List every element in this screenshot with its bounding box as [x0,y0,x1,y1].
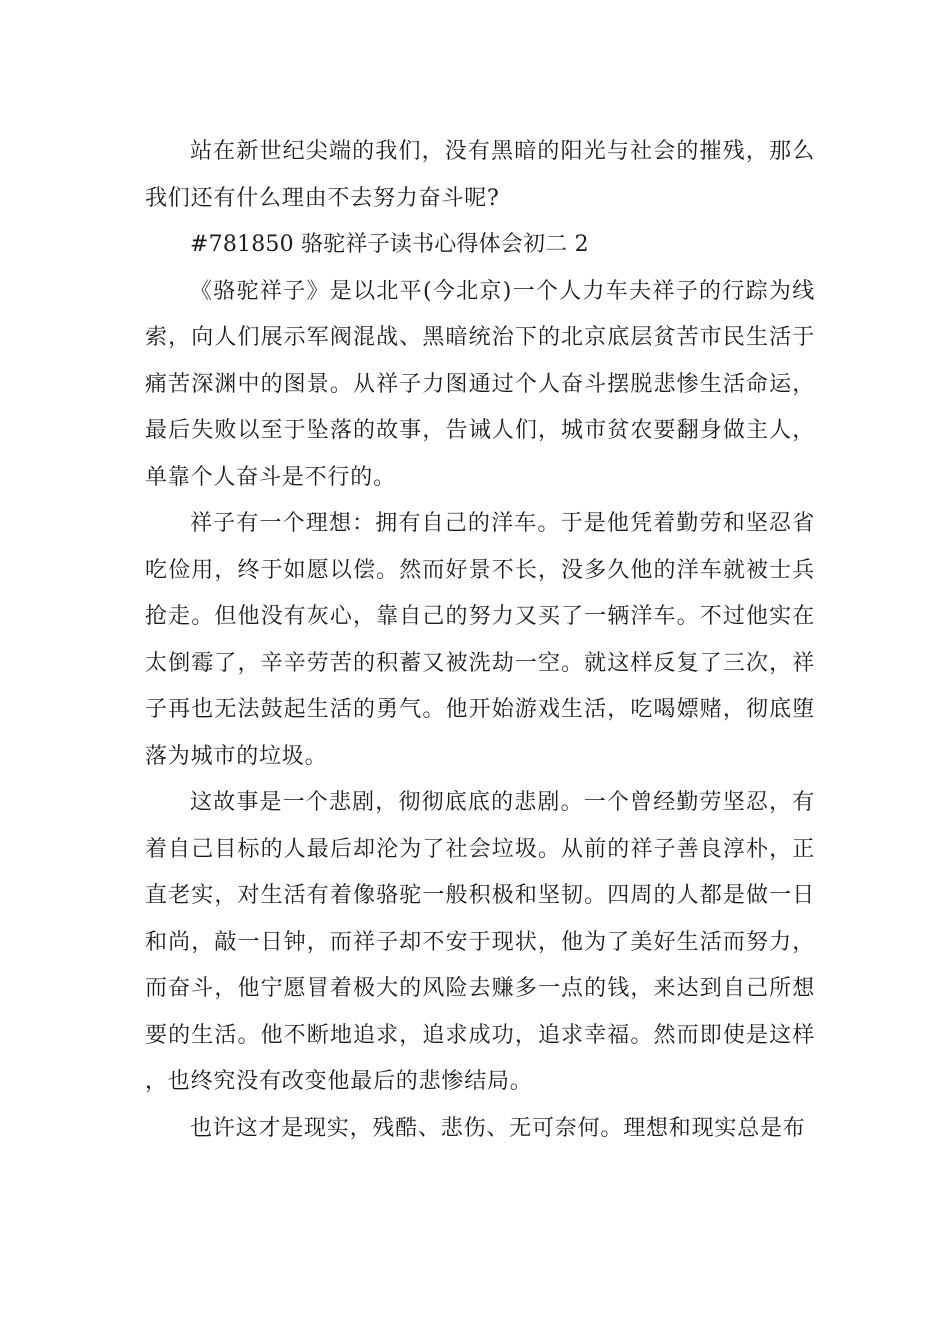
paragraph-intro-conclusion: 站在新世纪尖端的我们，没有黑暗的阳光与社会的摧残，那么我们还有什么理由不去努力奋斗呢? [145,139,815,211]
document-body [145,129,815,1152]
paragraph-dream: 祥子有一个理想：拥有自己的洋车。于是他凭着勤劳和坚忍省吃俭用，终于如愿以偿。然而好景不长，没多久他的洋车就被士兵抢走。但他没有灰心，靠自己的努力又买了一辆洋车。不过他实在太倒霉了，辛辛劳苦的积蓄又被洗劫一空。就这样反复了三次，祥子再也无法鼓起生活的勇气。他开始游戏生活，吃喝嫖赌，彻底堕落为城市的垃圾。 [145,511,815,769]
paragraph-summary: 《骆驼祥子》是以北平(今北京)一个人力车夫祥子的行踪为线索，向人们展示军阀混战、黑暗统治下的北京底层贫苦市民生活于痛苦深渊中的图景。从祥子力图通过个人奋斗摆脱悲惨生活命运，最后失败以至于坠落的故事，告诫人们，城市贫农要翻身做主人，单靠个人奋斗是不行的。 [145,278,815,490]
paragraph-tragedy: 这故事是一个悲剧，彻彻底底的悲剧。一个曾经勤劳坚忍，有着自己目标的人最后却沦为了社会垃圾。从前的祥子善良淳朴，正直老实，对生活有着像骆驼一般积极和坚韧。四周的人都是做一日和尚，敲一日钟，而祥子却不安于现状，他为了美好生活而努力，而奋斗，他宁愿冒着极大的风险去赚多一点的钱，来达到自己所想要的生活。他不断地追求，追求成功，追求幸福。然而即使是这样，也终究没有改变他最后的悲惨结局。 [145,790,815,1094]
essay-heading: #781850 骆驼祥子读书心得体会初二 2 [190,232,589,257]
paragraph-reality: 也许这才是现实，残酷、悲伤、无可奈何。理想和现实总是布 [190,1115,806,1141]
